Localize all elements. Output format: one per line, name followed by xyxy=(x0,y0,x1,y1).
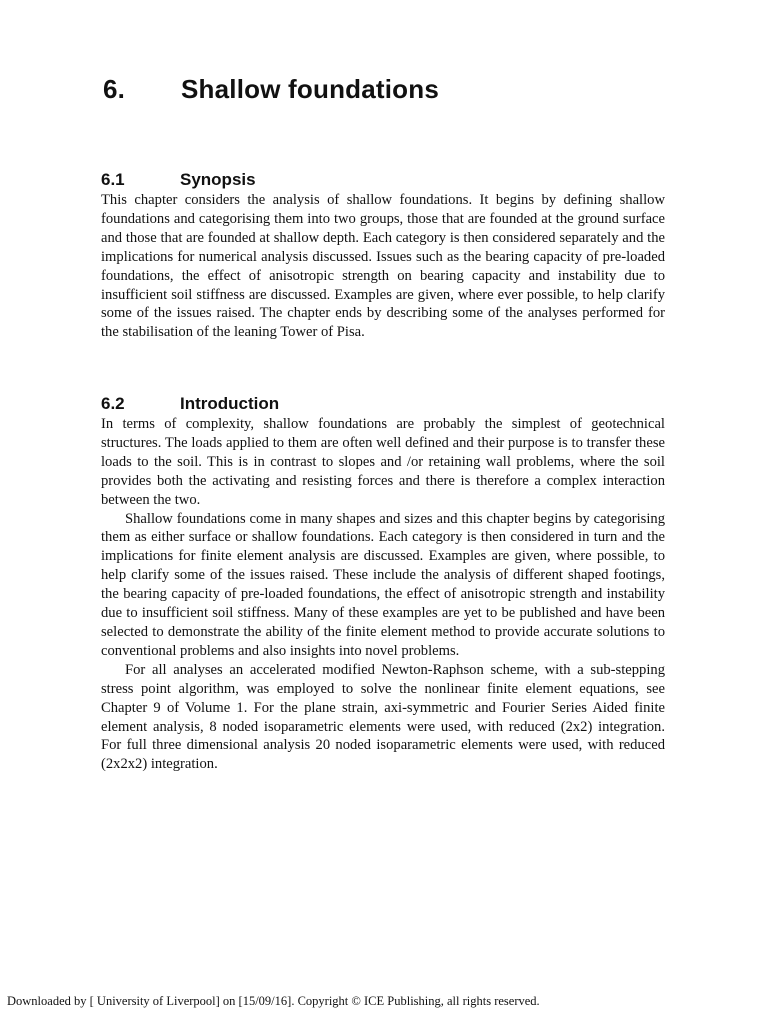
paragraph: In terms of complexity, shallow foundations are probably the simplest of geotechnical structures. The loads applied to them are often well defined and their purpose is to transfer these loads to the soil. This is in contrast to slopes and /or retaining wall problems, where the soil provides both the activating and resisting forces and there is therefore a complex interaction between the two. xyxy=(101,416,665,508)
paragraph: Shallow foundations come in many shapes and sizes and this chapter begins by categorising them as either surface or shallow foundations. Each category is then considered in turn and the implications for finite element analysis are discussed. Examples are given, where possible, to help clarify some of the issues raised. These include the analysis of different shaped footings, the bearing capacity of pre-loaded foundations, the effect of anisotropic strength and instability due to insufficient soil stiffness. Many of these examples are yet to be published and have been selected to demonstrate the ability of the finite element method to provide accurate solutions to conventional problems and also insights into novel problems. xyxy=(101,510,665,659)
section-title: Synopsis xyxy=(180,170,256,189)
chapter-number: 6. xyxy=(103,74,126,104)
section-number: 6.2 xyxy=(101,394,125,413)
chapter-title xyxy=(103,74,439,105)
section-synopsis xyxy=(101,170,665,342)
section-number: 6.1 xyxy=(101,170,125,189)
section-title: Introduction xyxy=(180,394,280,413)
chapter-title-text: Shallow foundations xyxy=(181,74,440,104)
section-heading xyxy=(101,394,665,414)
download-footer: Downloaded by [ University of Liverpool] on [15/09/16]. Copyright © ICE Publishing, all rights reserved. xyxy=(7,994,540,1008)
paragraph: This chapter considers the analysis of shallow foundations. It begins by defining shallow foundations and categorising them into two groups, those that are founded at the ground surface and those that are founded at shallow depth. Each category is then considered separately and the implications for numerical analysis discussed. Issues such as the bearing capacity of pre-loaded foundations, the effect of anisotropic strength on bearing capacity and instability due to insufficient soil stiffness are discussed. Examples are given, where ever possible, to help clarify some of the issues raised. The chapter ends by describing some of the analyses performed for the stabilisation of the leaning Tower of Pisa. xyxy=(101,192,665,341)
section-introduction xyxy=(101,394,665,774)
paragraph: For all analyses an accelerated modified Newton-Raphson scheme, with a sub-stepping stress point algorithm, was employed to solve the nonlinear finite element equations, see Chapter 9 of Volume 1. For the plane strain, axi-symmetric and Fourier Series Aided finite element analysis, 8 noded isoparametric elements were used, with reduced (2x2) integration. For full three dimensional analysis 20 noded isoparametric elements were used, with reduced (2x2x2) integration. xyxy=(101,661,665,773)
section-heading xyxy=(101,170,665,190)
